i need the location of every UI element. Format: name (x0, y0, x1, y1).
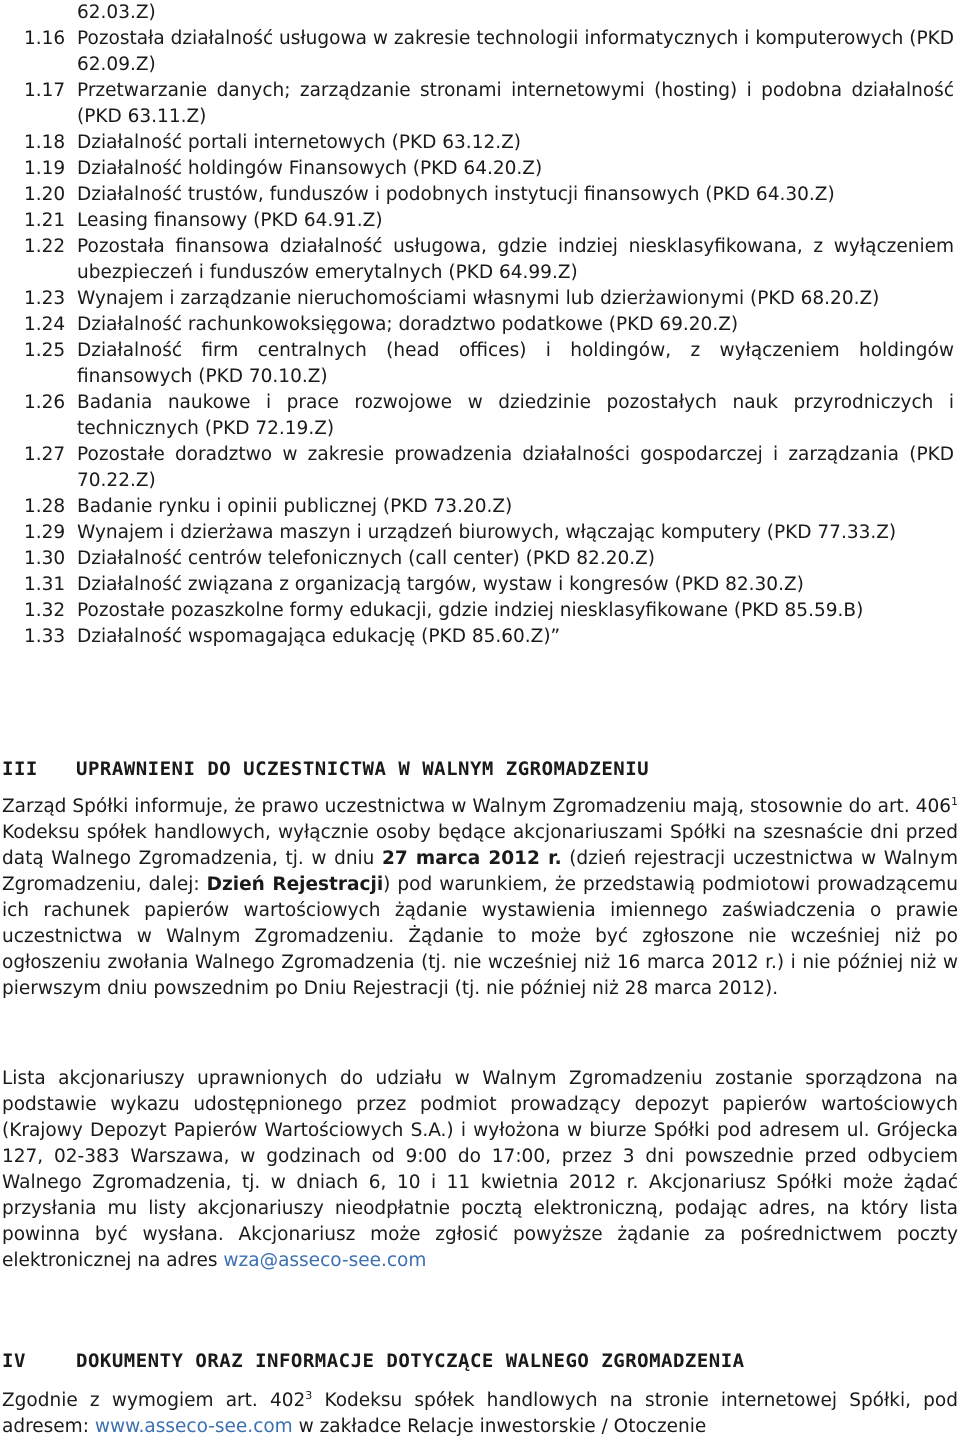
list-item-number: 1.29 (24, 522, 66, 543)
list-item-number: 1.25 (24, 340, 66, 361)
list-item-number: 1.30 (24, 548, 66, 569)
footnote-marker: 1 (951, 794, 958, 808)
list-item (0, 234, 960, 286)
list-item-number: 1.24 (24, 314, 66, 335)
list-item-text: Pozostała działalność usługowa w zakresie technologii informatycznych i komputerowych (PKD 62.09.Z) (77, 28, 954, 75)
list-item (0, 78, 960, 130)
section-iv-paragraph-1 (2, 1388, 958, 1440)
registration-date: 27 marca 2012 r. (382, 848, 562, 869)
pkd-activity-list (0, 0, 960, 650)
list-item-number: 1.27 (24, 444, 66, 465)
paragraph-text: Zarząd Spółki informuje, że prawo uczestnictwa w Walnym Zgromadzeniu mają, stosownie do art. 406 (2, 796, 951, 817)
list-item (0, 338, 960, 390)
list-item-text: Badanie rynku i opinii publicznej (PKD 73.20.Z) (77, 496, 513, 517)
list-item-text: Przetwarzanie danych; zarządzanie stronami internetowymi (hosting) i podobna działalność (PKD 63.11.Z) (77, 80, 954, 127)
list-item-text: Pozostała finansowa działalność usługowa, gdzie indziej niesklasyfikowana, z wyłączeniem ubezpieczeń i funduszów emerytalnych (PKD 64.99.Z) (77, 236, 954, 283)
list-item-number: 1.33 (24, 626, 66, 647)
list-item-number: 1.31 (24, 574, 66, 595)
list-item-text: Badania naukowe i prace rozwojowe w dziedzinie pozostałych nauk przyrodniczych i technicznych (PKD 72.19.Z) (77, 392, 954, 439)
list-item-text: Pozostałe pozaszkolne formy edukacji, gdzie indziej niesklasyfikowane (PKD 85.59.B) (77, 600, 864, 621)
list-item (0, 26, 960, 78)
list-item (0, 494, 960, 520)
paragraph-text: Lista akcjonariuszy uprawnionych do udziału w Walnym Zgromadzeniu zostanie sporządzona na podstawie wykazu udostępnionego przez podmiot prowadzący depozyt papierów wartościowych (Krajowy Depozyt Papierów Wartościowych S.A.) i wyłożona w biurze Spółki pod adresem ul. Grójecka 127, 02-383 Warszawa, w godzinach od 9:00 do 17:00, przez 3 dni powszednie przed odbyciem Walnego Zgromadzenia, tj. w dniach 6, 10 i 11 kwietnia 2012 r. Akcjonariusz Spółki może żądać przysłania mu listy akcjonariuszy nieodpłatnie pocztą elektroniczną, podając adres, na który lista powinna być wysłana. Akcjonariusz może zgłosić powyższe żądanie za pośrednictwem poczty elektronicznej na adres (2, 1068, 958, 1271)
paragraph-text: Kodeksu spółek handlowych, wyłącznie osoby będące akcjonariuszami Spółki na szesnaście dni przed datą Walnego Zgromadzenia, tj. w dniu (2, 822, 958, 869)
paragraph-text: ) pod warunkiem, że przedstawią podmiotowi prowadzącemu ich rachunek papierów wartościowych żądanie wystawienia imiennego zaświadczenia o prawie uczestnictwa w Walnym Zgromadzeniu. Żądanie to może być zgłoszone nie wcześniej niż po ogłoszeniu zwołania Walnego Zgromadzenia (tj. nie wcześniej niż 16 marca 2012 r.) i nie później niż w pierwszym dniu powszednim po Dniu Rejestracji (tj. nie później niż 28 marca 2012). (2, 874, 958, 999)
list-item-text: Działalność rachunkowoksięgowa; doradztwo podatkowe (PKD 69.20.Z) (77, 314, 739, 335)
list-item-text: Działalność wspomagająca edukację (PKD 85.60.Z)” (77, 626, 561, 647)
list-item-number: 1.17 (24, 80, 66, 101)
email-link[interactable]: wza@asseco-see.com (223, 1250, 427, 1271)
list-item (0, 312, 960, 338)
list-item-number: 1.32 (24, 600, 66, 621)
list-item (0, 546, 960, 572)
section-number: III (2, 758, 38, 780)
section-title: DOKUMENTY ORAZ INFORMACJE DOTYCZĄCE WALNEGO ZGROMADZENIA (76, 1350, 745, 1372)
list-item (0, 390, 960, 442)
list-item-number: 1.18 (24, 132, 66, 153)
website-link[interactable]: www.asseco-see.com (94, 1416, 293, 1437)
list-item-text: Działalność portali internetowych (PKD 63.12.Z) (77, 132, 521, 153)
paragraph-text: Zgodnie z wymogiem art. 402 (2, 1390, 306, 1411)
list-item (0, 130, 960, 156)
section-title: UPRAWNIENI DO UCZESTNICTWA W WALNYM ZGROMADZENIU (76, 758, 650, 780)
defined-term: Dzień Rejestracji (206, 874, 384, 895)
list-item-text: Działalność trustów, funduszów i podobnych instytucji finansowych (PKD 64.30.Z) (77, 184, 835, 205)
list-item-text: Działalność firm centralnych (head offices) i holdingów, z wyłączeniem holdingów finansowych (PKD 70.10.Z) (77, 340, 954, 387)
list-item (0, 442, 960, 494)
section-iii-paragraph-2 (2, 1066, 958, 1274)
list-item-number: 1.19 (24, 158, 66, 179)
footnote-marker: 3 (305, 1388, 313, 1402)
list-item (0, 520, 960, 546)
list-item-text: Działalność holdingów Finansowych (PKD 64.20.Z) (77, 158, 543, 179)
paragraph-text: (dzień rejestracji uczestnictwa w Walnym Zgromadzeniu, dalej: (2, 848, 958, 895)
list-item-number: 1.26 (24, 392, 66, 413)
list-item (0, 598, 960, 624)
list-item (0, 208, 960, 234)
paragraph-text: Kodeksu spółek handlowych na stronie internetowej Spółki, pod adresem: (2, 1390, 958, 1437)
list-item-number: 1.28 (24, 496, 66, 517)
list-item-text: Wynajem i zarządzanie nieruchomościami własnymi lub dzierżawionymi (PKD 68.20.Z) (77, 288, 880, 309)
list-item-number: 1.23 (24, 288, 66, 309)
list-item (0, 156, 960, 182)
list-item-text: Działalność centrów telefonicznych (call center) (PKD 82.20.Z) (77, 548, 656, 569)
list-item-text: Leasing finansowy (PKD 64.91.Z) (77, 210, 383, 231)
section-number: IV (2, 1350, 26, 1372)
paragraph-text: w zakładce Relacje inwestorskie / Otoczenie (292, 1416, 707, 1437)
list-item-text: Działalność związana z organizacją targów, wystaw i kongresów (PKD 82.30.Z) (77, 574, 804, 595)
list-item-number: 1.21 (24, 210, 66, 231)
section-iii-paragraph-1 (2, 794, 958, 1002)
list-item-text: Pozostałe doradztwo w zakresie prowadzenia działalności gospodarczej i zarządzania (PKD 70.22.Z) (77, 444, 954, 491)
list-item (0, 624, 960, 650)
list-item (0, 572, 960, 598)
list-item (0, 286, 960, 312)
list-item-number: 1.16 (24, 28, 66, 49)
list-continuation-text: 62.03.Z) (77, 2, 156, 23)
list-item-number: 1.20 (24, 184, 66, 205)
list-item-number: 1.22 (24, 236, 66, 257)
list-item (0, 182, 960, 208)
list-item-text: Wynajem i dzierżawa maszyn i urządzeń biurowych, włączając komputery (PKD 77.33.Z) (77, 522, 897, 543)
